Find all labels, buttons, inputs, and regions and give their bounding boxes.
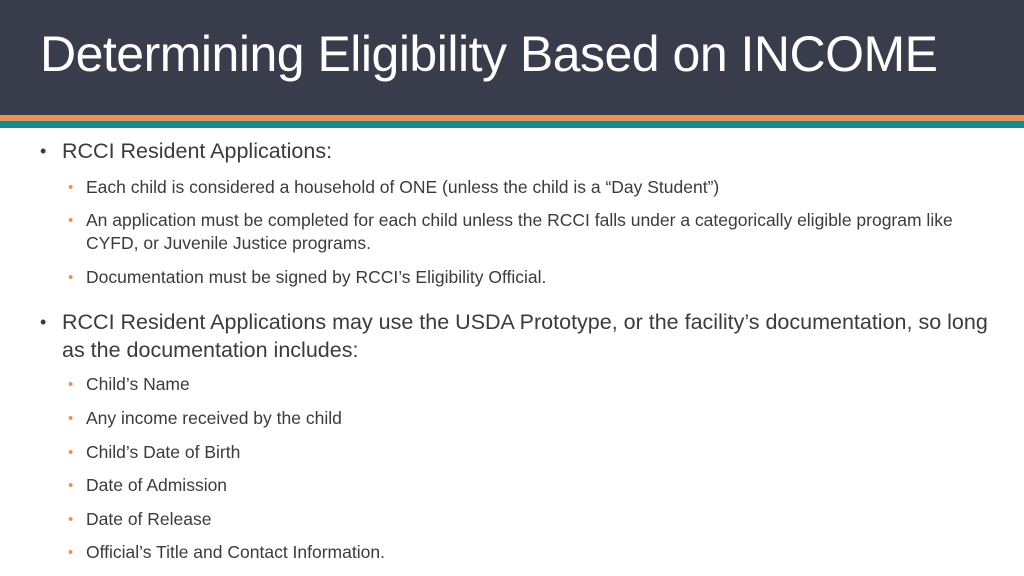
list-item-text: An application must be completed for each child unless the RCCI falls under a categorically eligible program like CYFD, or Juvenile Justice programs. xyxy=(86,210,953,253)
section-heading xyxy=(40,137,962,165)
list-item xyxy=(68,407,966,430)
list-item xyxy=(68,373,966,396)
list-item xyxy=(68,474,966,497)
list-item-text: Documentation must be signed by RCCI’s Eligibility Official. xyxy=(86,267,547,287)
bullet-icon: • xyxy=(40,141,47,161)
list-item xyxy=(68,209,966,255)
bullet-icon: • xyxy=(68,376,74,393)
accent-stripe-teal xyxy=(0,121,1024,128)
list-item-text: Date of Release xyxy=(86,509,212,529)
list-item-text: Child’s Name xyxy=(86,374,190,394)
list-item-text: Each child is considered a household of ONE (unless the child is a “Day Student”) xyxy=(86,177,720,197)
list-item xyxy=(68,508,966,531)
bullet-icon: • xyxy=(68,269,74,286)
bullet-icon: • xyxy=(68,212,74,229)
list-item-text: Child’s Date of Birth xyxy=(86,442,241,462)
bullet-icon: • xyxy=(68,544,74,561)
bullet-icon: • xyxy=(68,444,74,461)
section-heading xyxy=(40,308,997,364)
section-text: RCCI Resident Applications may use the USDA Prototype, or the facility’s documentation, so long as the documentation includes: xyxy=(62,310,988,362)
list-item xyxy=(68,176,966,199)
bullet-icon: • xyxy=(68,511,74,528)
bullet-icon: • xyxy=(68,179,74,196)
bullet-icon: • xyxy=(68,477,74,494)
list-item-text: Any income received by the child xyxy=(86,408,342,428)
list-item xyxy=(68,541,966,564)
title-bar xyxy=(0,0,1024,115)
slide-title: Determining Eligibility Based on INCOME xyxy=(40,26,938,82)
list-item-text: Date of Admission xyxy=(86,475,228,495)
list-item xyxy=(68,441,966,464)
list-item-text: Official’s Title and Contact Information. xyxy=(86,542,385,562)
section-text: RCCI Resident Applications: xyxy=(62,139,333,163)
bullet-icon: • xyxy=(40,312,47,332)
list-item xyxy=(68,266,966,289)
bullet-icon: • xyxy=(68,410,74,427)
